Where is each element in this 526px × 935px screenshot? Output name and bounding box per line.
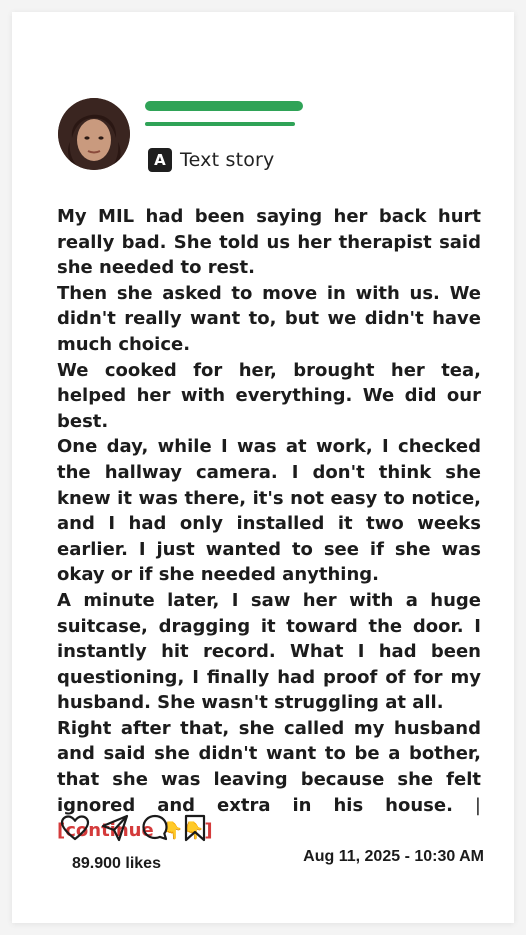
story-label: Text story — [180, 149, 275, 171]
continue-label: [continue — [57, 820, 154, 842]
comment-icon — [140, 813, 170, 843]
comment-button[interactable] — [140, 813, 170, 843]
post-timestamp: Aug 11, 2025 - 10:30 AM — [303, 848, 484, 865]
save-button[interactable] — [180, 813, 213, 843]
avatar-portrait — [58, 98, 130, 170]
author-handle-bar — [145, 122, 295, 126]
story-paragraph: A minute later, I saw her with a huge suitcase, dragging it toward the door. I instantly hit record. What I had been questioning, I finally had proof of for my husband. She wasn't struggling at all. — [57, 589, 481, 714]
heart-icon — [60, 814, 90, 842]
story-paragraph: Right after that, she called my husband and said she didn't want to be a bother, that she was leaving because she felt ignored and extra in his house. — [57, 717, 481, 816]
send-icon — [100, 814, 130, 842]
pointing-down-icon: 👇👇 — [161, 821, 205, 842]
story-tag — [148, 148, 275, 172]
share-button[interactable] — [100, 813, 130, 843]
likes-count[interactable]: 89.900 likes — [72, 855, 161, 872]
continue-close: ] — [204, 820, 213, 842]
bookmark-icon — [182, 813, 208, 843]
author-name-bar — [145, 101, 303, 111]
story-paragraph: We cooked for her, brought her tea, helped her with everything. We did our best. — [57, 359, 481, 432]
avatar[interactable] — [58, 98, 130, 170]
story-paragraph: My MIL had been saying her back hurt really bad. She told us her therapist said she needed to rest. — [57, 206, 481, 279]
story-paragraph: One day, while I was at work, I checked the hallway camera. I don't think she knew it was there, it's not easy to notice, and I had only installed it two weeks earlier. I just wanted to see if she was okay or if she needed anything. — [57, 436, 481, 586]
text-story-icon: A — [148, 148, 172, 172]
like-button[interactable] — [60, 813, 90, 843]
story-body — [57, 204, 481, 845]
post-actions — [60, 813, 213, 843]
story-paragraph: Then she asked to move in with us. We didn't really want to, but we didn't have much choice. — [57, 282, 481, 355]
text-cursor: | — [474, 794, 481, 816]
